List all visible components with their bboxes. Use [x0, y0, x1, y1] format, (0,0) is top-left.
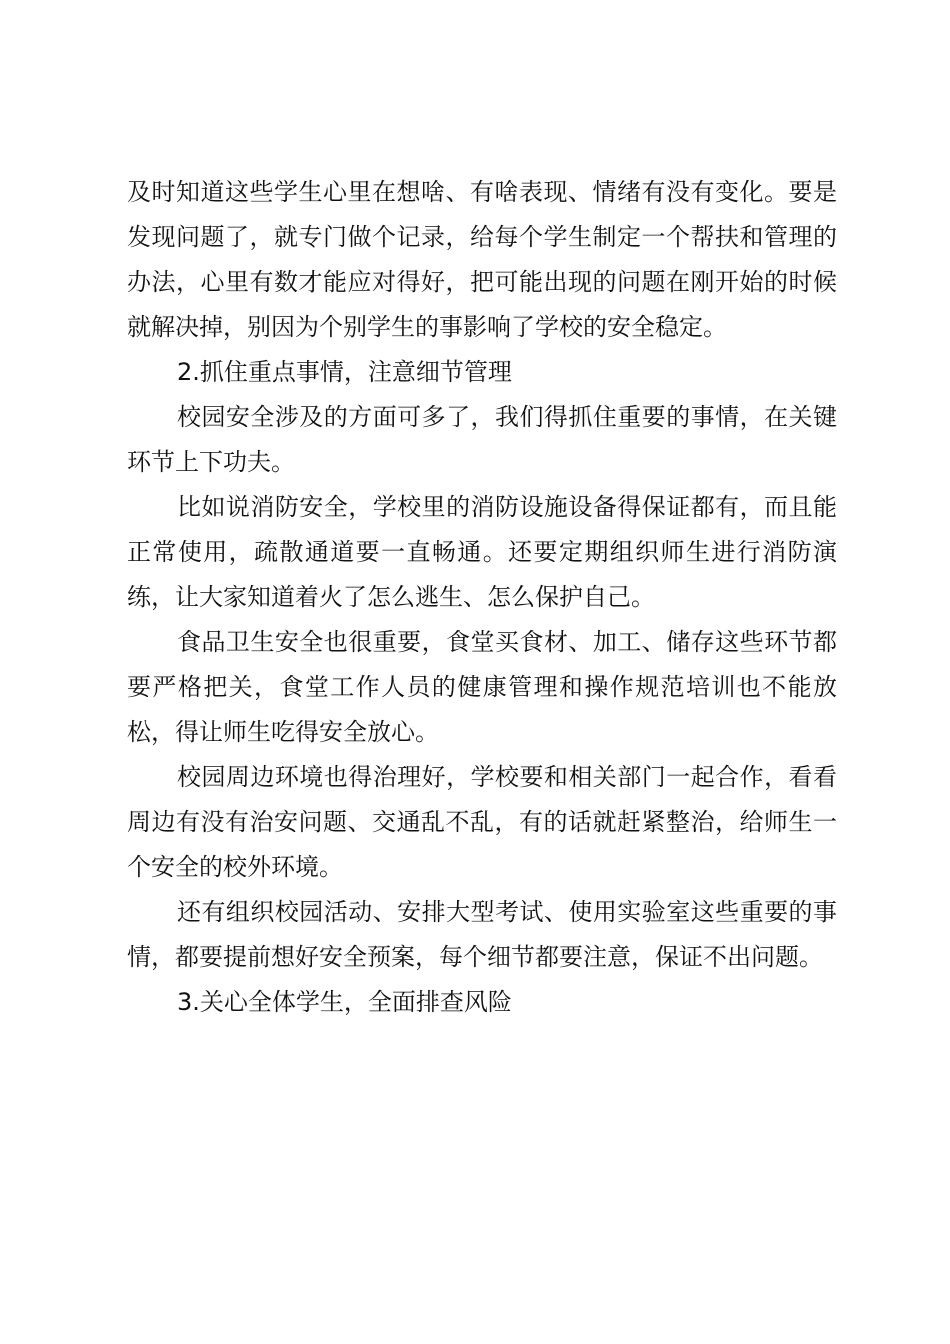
section-heading-3: 3.关心全体学生，全面排查风险: [177, 988, 512, 1016]
paragraph-surroundings: 校园周边环境也得治理好，学校要和相关部门一起合作，看看周边有没有治安问题、交通乱不乱，有的话就赶紧整治，给师生一个安全的校外环境。: [127, 763, 837, 881]
paragraph-food-safety: 食品卫生安全也很重要，食堂买食材、加工、储存这些环节都要严格把关，食堂工作人员的健康管理和操作规范培训也不能放松，得让师生吃得安全放心。: [127, 628, 837, 746]
paragraph-continuation: 及时知道这些学生心里在想啥、有啥表现、情绪有没有变化。要是发现问题了，就专门做个记录，给每个学生制定一个帮扶和管理的办法，心里有数才能应对得好，把可能出现的问题在刚开始的时候就解决掉，别因为个别学生的事影响了学校的安全稳定。: [127, 178, 837, 341]
section-heading-2: 2.抓住重点事情，注意细节管理: [177, 358, 512, 386]
paragraph-activities: 还有组织校园活动、安排大型考试、使用实验室这些重要的事情，都要提前想好安全预案，每个细节都要注意，保证不出问题。: [127, 898, 837, 971]
document-body: [127, 170, 837, 1025]
paragraph-key-matters: 校园安全涉及的方面可多了，我们得抓住重要的事情，在关键环节上下功夫。: [127, 403, 837, 476]
paragraph-fire-safety: 比如说消防安全，学校里的消防设施设备得保证都有，而且能正常使用，疏散通道要一直畅通。还要定期组织师生进行消防演练，让大家知道着火了怎么逃生、怎么保护自己。: [127, 493, 837, 611]
